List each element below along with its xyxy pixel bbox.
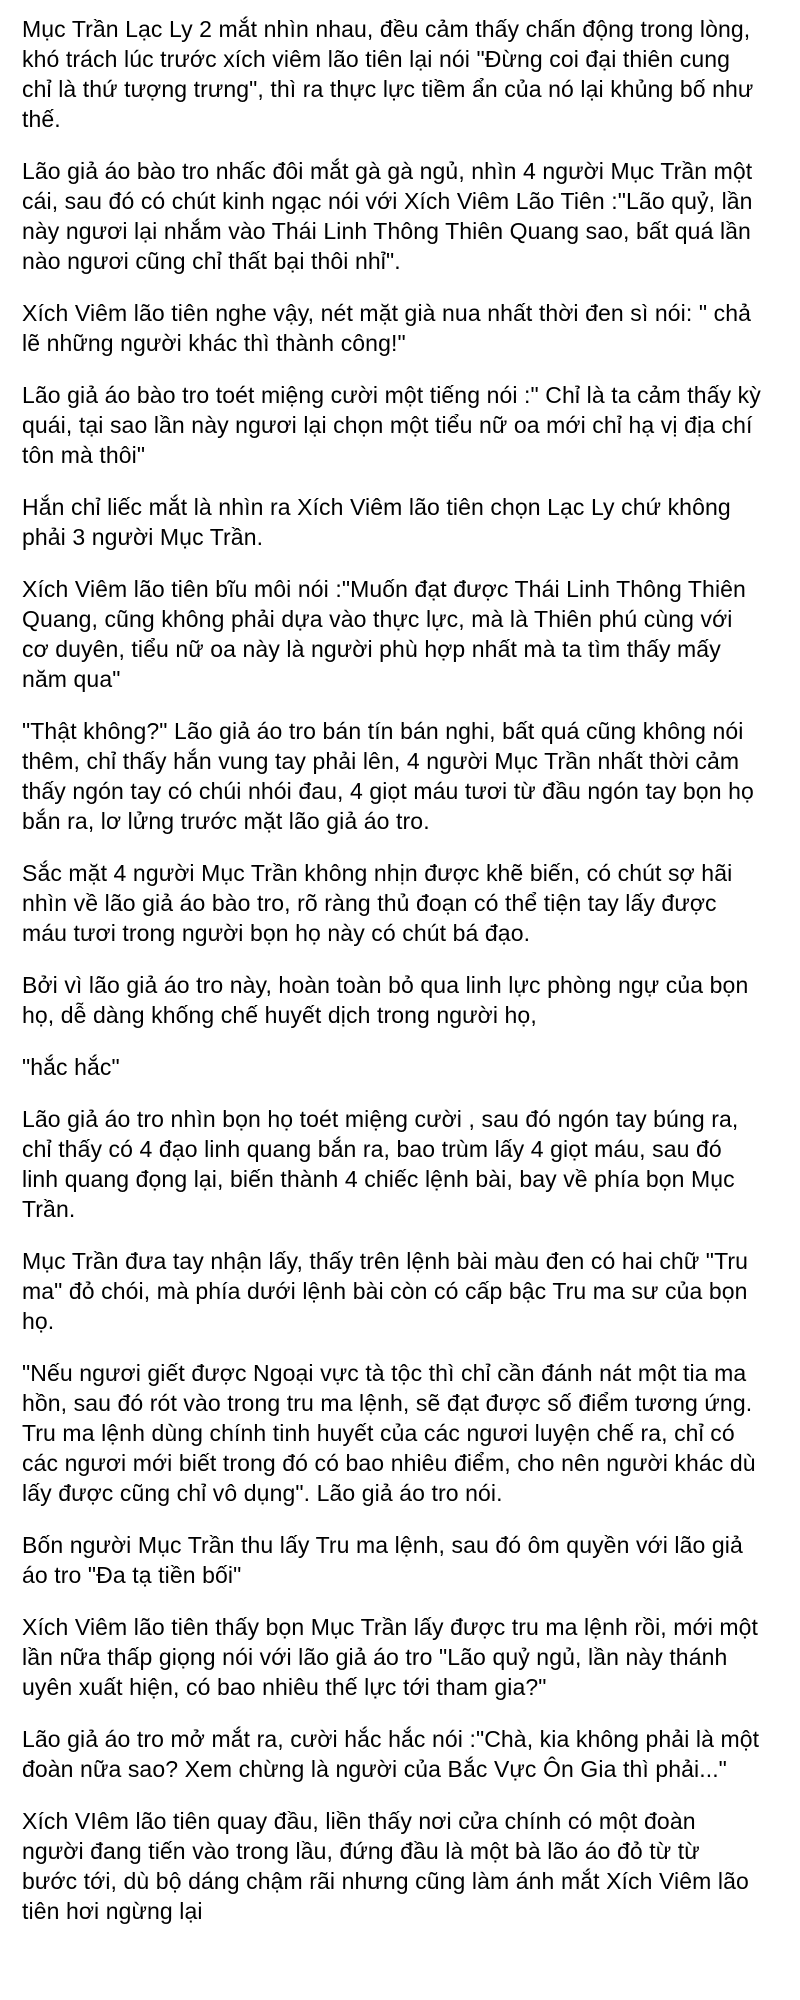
text-line: các ngươi mới biết trong đó có bao nhiêu điểm, cho nên người khác dù xyxy=(22,1450,756,1476)
text-line: năm qua" xyxy=(22,666,121,692)
text-line: Mục Trần đưa tay nhận lấy, thấy trên lệnh bài màu đen có hai chữ "Tru xyxy=(22,1248,749,1274)
text-line: "hắc hắc" xyxy=(22,1054,120,1080)
text-line: Mục Trần Lạc Ly 2 mắt nhìn nhau, đều cảm thấy chấn động trong lòng, xyxy=(22,16,751,42)
text-line: thế. xyxy=(22,106,61,132)
text-line: Quang, cũng không phải dựa vào thực lực, mà là Thiên phú cùng với xyxy=(22,606,733,632)
text-line: cái, sau đó có chút kinh ngạc nói với Xích Viêm Lão Tiên :"Lão quỷ, lần xyxy=(22,188,753,214)
text-line: Bởi vì lão giả áo tro này, hoàn toàn bỏ qua linh lực phòng ngự của bọn xyxy=(22,972,749,998)
paragraph xyxy=(22,380,782,470)
text-line: "Nếu ngươi giết được Ngoại vực tà tộc thì chỉ cần đánh nát một tia ma xyxy=(22,1360,747,1386)
text-line: lấy được cũng chỉ vô dụng". Lão giả áo tro nói. xyxy=(22,1480,503,1506)
text-line: Xích Viêm lão tiên bĩu môi nói :"Muốn đạt được Thái Linh Thông Thiên xyxy=(22,576,746,602)
text-line: bắn ra, lơ lửng trước mặt lão giả áo tro. xyxy=(22,808,430,834)
paragraph xyxy=(22,1806,782,1926)
text-line: Bốn người Mục Trần thu lấy Tru ma lệnh, sau đó ôm quyền với lão giả xyxy=(22,1532,743,1558)
text-line: Trần. xyxy=(22,1196,76,1222)
paragraph xyxy=(22,858,782,948)
text-line: hồn, sau đó rót vào trong tru ma lệnh, sẽ đạt được số điểm tương ứng. xyxy=(22,1390,753,1416)
paragraph xyxy=(22,1052,782,1082)
text-line: Sắc mặt 4 người Mục Trần không nhịn được khẽ biến, có chút sợ hãi xyxy=(22,860,733,886)
text-line: áo tro "Đa tạ tiền bối" xyxy=(22,1562,242,1588)
text-line: đoàn nữa sao? Xem chừng là người của Bắc Vực Ôn Gia thì phải..." xyxy=(22,1756,727,1782)
text-line: tôn mà thôi" xyxy=(22,442,146,468)
paragraph xyxy=(22,1530,782,1590)
text-line: Xích Viêm lão tiên thấy bọn Mục Trần lấy được tru ma lệnh rồi, mới một xyxy=(22,1614,759,1640)
text-line: Lão giả áo bào tro nhấc đôi mắt gà gà ngủ, nhìn 4 người Mục Trần một xyxy=(22,158,753,184)
text-line: người đang tiến vào trong lầu, đứng đầu là một bà lão áo đỏ từ từ xyxy=(22,1838,700,1864)
paragraph xyxy=(22,574,782,694)
text-line: Tru ma lệnh dùng chính tinh huyết của các ngươi luyện chế ra, chỉ có xyxy=(22,1420,735,1446)
text-line: Xích VIêm lão tiên quay đầu, liền thấy nơi cửa chính có một đoàn xyxy=(22,1808,696,1834)
paragraph xyxy=(22,970,782,1030)
text-line: chỉ là thứ tượng trưng", thì ra thực lực tiềm ẩn của nó lại khủng bố như xyxy=(22,76,754,102)
text-line: uyên xuất hiện, có bao nhiêu thế lực tới tham gia?" xyxy=(22,1674,547,1700)
text-line: này ngươi lại nhắm vào Thái Linh Thông Thiên Quang sao, bất quá lần xyxy=(22,218,751,244)
text-line: phải 3 người Mục Trần. xyxy=(22,524,264,550)
text-line: "Thật không?" Lão giả áo tro bán tín bán nghi, bất quá cũng không nói xyxy=(22,718,744,744)
paragraph xyxy=(22,14,782,134)
text-line: máu tươi trong người bọn họ này có chút bá đạo. xyxy=(22,920,531,946)
text-line: tiên hơi ngừng lại xyxy=(22,1898,203,1924)
text-line: nào ngươi cũng chỉ thất bại thôi nhỉ". xyxy=(22,248,401,274)
text-line: lẽ những người khác thì thành công!" xyxy=(22,330,406,356)
text-line: thấy ngón tay có chúi nhói đau, 4 giọt máu tươi từ đầu ngón tay bọn họ xyxy=(22,778,754,804)
text-line: nhìn về lão giả áo bào tro, rõ ràng thủ đoạn có thể tiện tay lấy được xyxy=(22,890,717,916)
paragraph xyxy=(22,1612,782,1702)
paragraph xyxy=(22,1104,782,1224)
paragraph xyxy=(22,716,782,836)
text-line: họ. xyxy=(22,1308,55,1334)
text-line: thêm, chỉ thấy hắn vung tay phải lên, 4 người Mục Trần nhất thời cảm xyxy=(22,748,740,774)
text-line: chỉ thấy có 4 đạo linh quang bắn ra, bao trùm lấy 4 giọt máu, sau đó xyxy=(22,1136,722,1162)
text-line: ma" đỏ chói, mà phía dưới lệnh bài còn có cấp bậc Tru ma sư của bọn xyxy=(22,1278,748,1304)
text-line: lần nữa thấp giọng nói với lão giả áo tro "Lão quỷ ngủ, lần này thánh xyxy=(22,1644,728,1670)
text-line: linh quang đọng lại, biến thành 4 chiếc lệnh bài, bay về phía bọn Mục xyxy=(22,1166,735,1192)
text-line: Xích Viêm lão tiên nghe vậy, nét mặt già nua nhất thời đen sì nói: " chả xyxy=(22,300,751,326)
story-text xyxy=(22,14,782,1926)
text-line: khó trách lúc trước xích viêm lão tiên lại nói "Đừng coi đại thiên cung xyxy=(22,46,731,72)
text-line: họ, dễ dàng khống chế huyết dịch trong người họ, xyxy=(22,1002,537,1028)
paragraph xyxy=(22,156,782,276)
paragraph xyxy=(22,298,782,358)
paragraph xyxy=(22,1724,782,1784)
text-line: cơ duyên, tiểu nữ oa này là người phù hợp nhất mà ta tìm thấy mấy xyxy=(22,636,721,662)
text-line: bước tới, dù bộ dáng chậm rãi nhưng cũng làm ánh mắt Xích Viêm lão xyxy=(22,1868,749,1894)
paragraph xyxy=(22,492,782,552)
text-line: Hắn chỉ liếc mắt là nhìn ra Xích Viêm lão tiên chọn Lạc Ly chứ không xyxy=(22,494,731,520)
paragraph xyxy=(22,1246,782,1336)
paragraph xyxy=(22,1358,782,1508)
text-line: Lão giả áo tro nhìn bọn họ toét miệng cười , sau đó ngón tay búng ra, xyxy=(22,1106,739,1132)
text-line: Lão giả áo tro mở mắt ra, cười hắc hắc nói :"Chà, kia không phải là một xyxy=(22,1726,760,1752)
text-line: Lão giả áo bào tro toét miệng cười một tiếng nói :" Chỉ là ta cảm thấy kỳ xyxy=(22,382,761,408)
text-line: quái, tại sao lần này ngươi lại chọn một tiểu nữ oa mới chỉ hạ vị địa chí xyxy=(22,412,753,438)
